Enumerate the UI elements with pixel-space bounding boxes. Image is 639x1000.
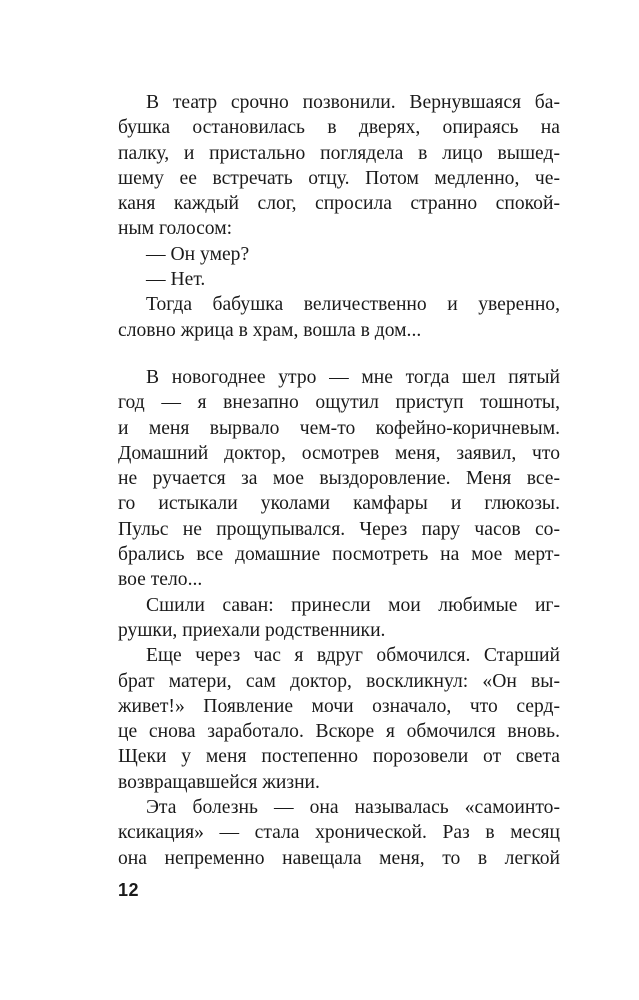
text-line: год — я внезапно ощутил приступ тошноты, [118,392,560,414]
text-line: Еще через час я вдруг обмочился. Старший [146,645,560,667]
text-line: Эта болезнь — она называлась «самоинто- [146,797,560,819]
text-line: В театр срочно позвонили. Вернувшаяся ба- [146,92,560,113]
text-line: ксикация» — стала хронической. Раз в месяц [118,822,560,844]
text-line: Щеки у меня постепенно порозовели от света [118,746,560,768]
page-number: 12 [118,880,140,900]
text-line: брат матери, сам доктор, воскликнул: «Он вы- [118,670,560,692]
text-line: не ручается за мое выздоровление. Меня все- [118,468,560,490]
text-line: возвращавшейся жизни. [118,771,320,793]
text-line: бушка остановилась в дверях, опираясь на [118,117,560,139]
text-line: вое тело... [118,569,203,591]
text-line: живет!» Появление мочи означало, что серд- [118,695,560,717]
text-line: каня каждый слог, спросила странно спокой- [118,193,560,215]
text-line: го истыкали уколами камфары и глюкозы. [118,493,560,515]
text-line: и меня вырвало чем-то кофейно-коричневым. [118,417,560,439]
text-line: Домашний доктор, осмотрев меня, заявил, что [118,442,560,464]
dialogue-line: — Нет. [146,269,206,291]
text-section-1 [118,90,560,343]
text-line: рушки, приехали родственники. [118,619,386,641]
text-line: Сшили саван: принесли мои любимые иг- [146,594,560,616]
text-line: палку, и пристально поглядела в лицо вышед- [118,142,560,164]
text-line: шему ее встречать отцу. Потом медленно, че- [118,167,560,189]
text-line: брались все домашние посмотреть на мое мерт- [118,544,560,566]
text-line: она непременно навещала меня, то в легкой [118,847,560,869]
text-section-2 [118,365,560,871]
text-line: словно жрица в храм, вошла в дом... [118,319,422,341]
text-line: Тогда бабушка величественно и уверенно, [146,294,560,316]
text-line: це снова заработало. Вскоре я обмочился вновь. [118,721,560,743]
text-line: ным голосом: [118,218,233,240]
text-line: Пульс не прощупывался. Через пару часов со- [118,518,560,540]
text-line: В новогоднее утро — мне тогда шел пятый [146,367,560,388]
dialogue-line: — Он умер? [146,243,250,265]
